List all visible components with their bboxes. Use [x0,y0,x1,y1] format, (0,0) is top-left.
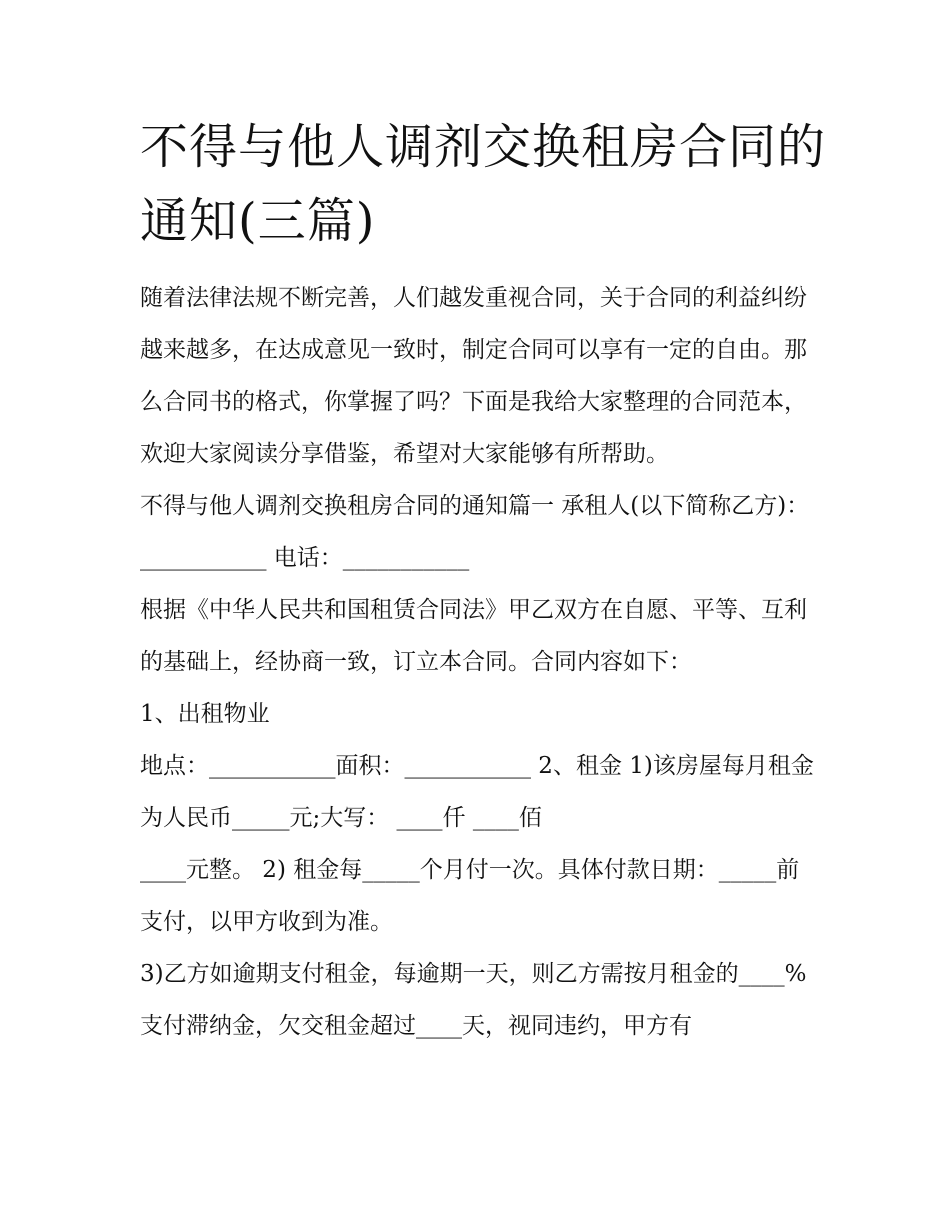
document-body [140,272,820,1052]
paragraph-tenant-info: 不得与他人调剂交换租房合同的通知篇一 承租人(以下简称乙方)：___________ 电话：___________ [140,493,810,571]
paragraph-late-payment: 3)乙方如逾期支付租金，每逾期一天，则乙方需按月租金的____%支付滞纳金，欠交租金超过____天，视同违约，甲方有 [140,961,807,1039]
paragraph-location-rent: 地点：___________面积：___________ 2、租金 1)该房屋每月租金为人民币_____元;大写： ____仟 ____佰 [140,753,814,831]
paragraph-intro: 随着法律法规不断完善，人们越发重视合同，关于合同的利益纠纷越来越多，在达成意见一致时，制定合同可以享有一定的自由。那么合同书的格式，你掌握了吗？下面是我给大家整理的合同范本，欢迎大家阅读分享借鉴，希望对大家能够有所帮助。 [140,285,807,467]
document-title: 不得与他人调剂交换租房合同的通知(三篇) [140,119,827,249]
paragraph-rent-payment: ____元整。 2) 租金每_____个月付一次。具体付款日期：_____前支付，以甲方收到为准。 [140,857,800,935]
paragraph-contract-basis: 根据《中华人民共和国租赁合同法》甲乙双方在自愿、平等、互利的基础上，经协商一致，订立本合同。合同内容如下： [140,597,807,675]
paragraph-section-1-heading: 1、出租物业 [140,701,270,727]
